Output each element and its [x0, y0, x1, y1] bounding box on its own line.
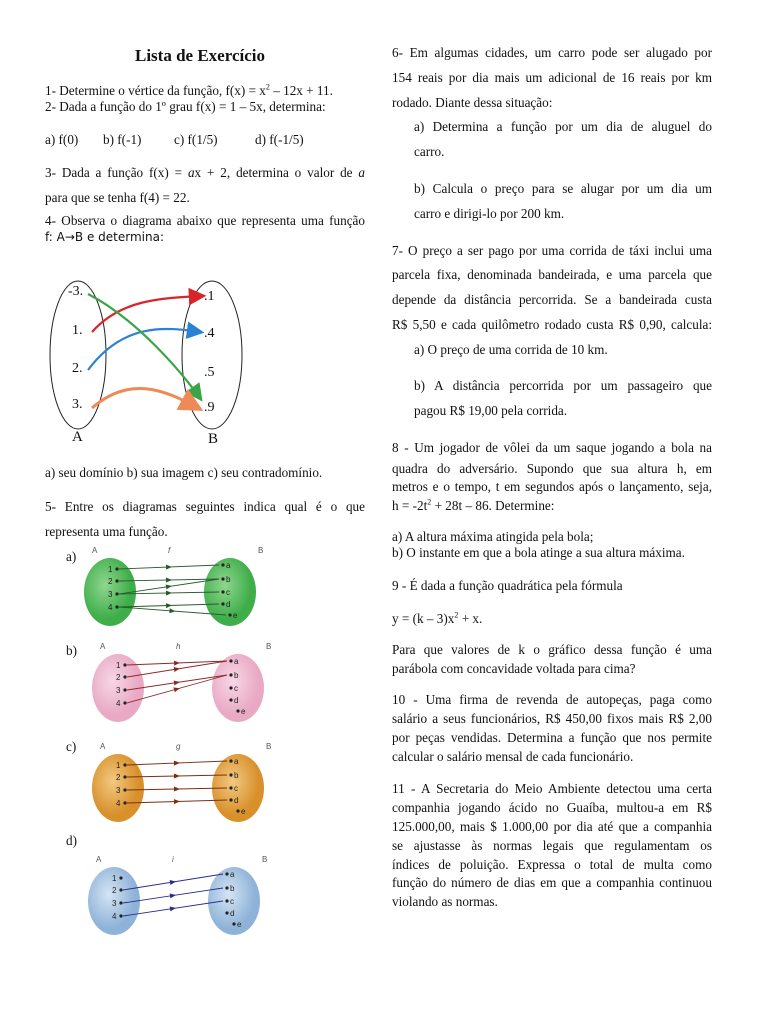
q2-item-b: b) f(-1) — [103, 132, 142, 147]
codomain-point — [229, 698, 232, 701]
question-6-line-2: 154 reais por dia mais um adicional de 16 reais por km — [392, 70, 712, 85]
arrow-head — [166, 577, 172, 582]
domain-point — [123, 775, 126, 778]
codomain-point — [229, 673, 232, 676]
codomain-element: e — [237, 920, 242, 929]
codomain-element: b — [234, 671, 239, 680]
arrow-1-to-1 — [92, 296, 202, 332]
q2-item-a: a) f(0) — [45, 132, 79, 147]
domain-point — [123, 688, 126, 691]
codomain-point — [228, 613, 231, 616]
arrow-head — [169, 608, 175, 613]
question-4-line-1: 4- Observa o diagrama abaixo que representa uma função — [45, 213, 365, 228]
arrow-head — [173, 686, 180, 692]
set-a-element-3: 2. — [72, 361, 83, 376]
codomain-element: e — [233, 611, 238, 620]
arrow-3-to-9 — [92, 388, 198, 408]
domain-element: 3 — [116, 786, 121, 795]
set-b-label: B — [208, 431, 219, 447]
codomain-point — [221, 563, 224, 566]
codomain-point — [221, 577, 224, 580]
question-7-line-3: depende da distância percorrida. Se a bandeirada custa — [392, 292, 712, 307]
arrow-head — [166, 590, 172, 595]
codomain-point — [229, 798, 232, 801]
diagram-b — [88, 640, 278, 722]
question-5-line-1: 5- Entre os diagramas seguintes indica qual é o que — [45, 499, 365, 514]
question-7-line-1: 7- O preço a ser pago por uma corrida de táxi inclui uma — [392, 243, 712, 258]
diagram-set-a-label: A — [96, 855, 102, 864]
question-5-line-2: representa uma função. — [45, 524, 168, 539]
set-a-element-2: 1. — [72, 323, 83, 338]
domain-element: 2 — [112, 886, 117, 895]
question-10-line-2: salário a seus funcionários, R$ 450,00 fixos mais R$ 2,00 — [392, 711, 712, 726]
codomain-element: c — [234, 684, 238, 693]
diagram-set-b-label: B — [266, 742, 272, 751]
codomain-element: d — [234, 796, 239, 805]
codomain-point — [236, 809, 239, 812]
arrow-head — [174, 660, 180, 665]
codomain-point — [232, 922, 235, 925]
domain-point — [119, 914, 122, 917]
codomain-point — [225, 899, 228, 902]
diagram-set-a-label: A — [92, 546, 98, 555]
diagram-set-a-label: A — [100, 642, 106, 651]
question-4-line-2: f: A→B e determina: — [45, 230, 164, 244]
set-a-element-4: 3. — [72, 397, 83, 412]
question-11-line-6: função do número de dias em que a companhia continuou — [392, 875, 712, 890]
codomain-element: e — [241, 807, 246, 816]
codomain-point — [221, 590, 224, 593]
codomain-element: b — [226, 575, 231, 584]
diagram-set-a-label: A — [100, 742, 106, 751]
question-10-line-4: calcular o salário mensal de cada funcionário. — [392, 749, 634, 764]
question-11-line-7: violando as normas. — [392, 894, 498, 909]
question-10-line-1: 10 - Uma firma de revenda de autopeças, paga como — [392, 692, 712, 707]
domain-element: 4 — [108, 603, 113, 612]
codomain-element: a — [230, 870, 235, 879]
diagram-a-option: a) — [66, 549, 77, 564]
diagram-c-option: c) — [66, 739, 77, 754]
diagram-set-b-label: B — [262, 855, 268, 864]
question-1: 1- Determine o vértice da função, $f(x) = x^2 - 12x + 11$. — [45, 82, 333, 98]
set-a-element-1: -3. — [68, 284, 84, 299]
question-8-line-2: quadra do adversário. Supondo que sua altura h, em — [392, 461, 712, 476]
codomain-element: a — [226, 561, 231, 570]
question-8-line-3: metros e o tempo, t em segundos após o lançamento, seja, — [392, 479, 712, 494]
domain-element: 2 — [116, 773, 121, 782]
domain-element: 1 — [108, 565, 113, 574]
domain-element: 4 — [116, 699, 121, 708]
question-6b-line-1: b) Calcula o preço para se alugar por um dia um — [414, 181, 712, 196]
domain-element: 4 — [112, 912, 117, 921]
arrow-minus3-to-9 — [88, 294, 200, 398]
domain-point — [115, 592, 118, 595]
question-3-line-2: para que se tenha f(4) = 22. — [45, 190, 190, 205]
diagram-c — [88, 740, 278, 822]
question-2: 2- Dada a função do 1º grau f(x) = 1 – 5x, determina: — [45, 99, 326, 114]
diagram-function-name: f — [168, 546, 171, 555]
question-8b: b) O instante em que a bola atinge a sua altura máxima. — [392, 545, 685, 560]
set-b-element-1: .1 — [204, 289, 215, 304]
codomain-point — [229, 773, 232, 776]
codomain-point — [225, 872, 228, 875]
question-7b-line-1: b) A distância percorrida por um passageiro que — [414, 378, 712, 393]
domain-point — [123, 701, 126, 704]
question-11-line-4: se ajustasse às normas legais que regulamentam os — [392, 838, 712, 853]
arrow-head — [174, 799, 180, 804]
question-6a-line-1: a) Determina a função por um dia de aluguel do — [414, 119, 712, 134]
codomain-point — [229, 786, 232, 789]
question-3-line-1: 3- Dada a função f(x) = ax + 2, determina o valor de a — [45, 165, 365, 180]
codomain-element: a — [234, 757, 239, 766]
codomain-point — [236, 709, 239, 712]
domain-element: 2 — [108, 577, 113, 586]
domain-point — [119, 876, 122, 879]
codomain-point — [229, 659, 232, 662]
question-7a: a) O preço de uma corrida de 10 km. — [414, 342, 608, 357]
question-9-line-2: Para que valores de k o gráfico dessa função é uma — [392, 642, 712, 657]
question-11-line-2: companhia jogando ácido no Guaíba, multou-a em R$ — [392, 800, 712, 815]
codomain-point — [225, 886, 228, 889]
domain-point — [123, 801, 126, 804]
codomain-element: b — [234, 771, 239, 780]
q4-items: a) seu domínio b) sua imagem c) seu contradomínio. — [45, 465, 323, 480]
question-7b-line-2: pagou R$ 19,00 pela corrida. — [414, 403, 568, 418]
diagram-b-option: b) — [66, 643, 77, 658]
codomain-element: c — [226, 588, 230, 597]
domain-element: 1 — [116, 761, 121, 770]
domain-point — [123, 675, 126, 678]
codomain-point — [221, 602, 224, 605]
question-6a-line-2: carro. — [414, 144, 445, 159]
domain-point — [115, 579, 118, 582]
question-9-line-3: parábola com concavidade voltada para cima? — [392, 661, 636, 676]
q2-item-d: d) f(-1/5) — [255, 132, 304, 147]
codomain-element: e — [241, 707, 246, 716]
domain-point — [115, 605, 118, 608]
question-11-line-3: 125.000,00, mais $ 1.000,00 por dia até que a companhia — [392, 819, 712, 834]
set-a-label: A — [72, 429, 83, 445]
question-8a: a) A altura máxima atingida pela bola; — [392, 529, 594, 544]
codomain-element: c — [230, 897, 234, 906]
diagram-d-option: d) — [66, 833, 77, 848]
set-b-element-4: .9 — [204, 400, 215, 415]
question-9-line-1: 9 - É dada a função quadrática pela fórmula — [392, 578, 623, 593]
question-8-line-1: 8 - Um jogador de vôlei da um saque jogando a bola na — [392, 440, 712, 455]
codomain-element: d — [230, 909, 235, 918]
domain-element: 1 — [112, 874, 117, 883]
diagram-set-b-label: B — [258, 546, 264, 555]
diagram-set-b-label: B — [266, 642, 272, 651]
codomain-point — [229, 759, 232, 762]
domain-element: 3 — [108, 590, 113, 599]
arrow-head — [174, 760, 180, 765]
domain-point — [123, 763, 126, 766]
domain-point — [119, 888, 122, 891]
diagram-function-name: g — [176, 742, 181, 751]
question-11-line-1: 11 - A Secretaria do Meio Ambiente detectou uma certa — [392, 781, 712, 796]
domain-element: 3 — [112, 899, 117, 908]
question-8-line-4: $h = -2t^2 + 28t - 86$. Determine: — [392, 497, 555, 513]
question-6-line-1: 6- Em algumas cidades, um carro pode ser alugado por — [392, 45, 712, 60]
codomain-point — [225, 911, 228, 914]
domain-point — [123, 788, 126, 791]
diagram-d — [84, 850, 274, 938]
arrow-head — [166, 603, 172, 608]
codomain-element: d — [226, 600, 231, 609]
domain-element: 4 — [116, 799, 121, 808]
domain-point — [115, 567, 118, 570]
domain-element: 2 — [116, 673, 121, 682]
question-7-line-4: R$ 5,50 e cada quilômetro rodado custa R$ 0,90, calcula: — [392, 317, 712, 332]
question-9-formula: $y = (k - 3)x^2 + x$. — [392, 610, 483, 626]
codomain-point — [229, 686, 232, 689]
arrow-head — [166, 564, 172, 569]
question-10-line-3: por peças vendidas. Determina a função que nos permite — [392, 730, 712, 745]
set-b-element-3: .5 — [204, 365, 215, 380]
codomain-element: c — [234, 784, 238, 793]
diagram-function-name: h — [176, 642, 181, 651]
question-11-line-5: índices de poluição. Expressa o total de multa como — [392, 857, 712, 872]
codomain-element: a — [234, 657, 239, 666]
q2-item-c: c) f(1/5) — [174, 132, 218, 147]
page-title: Lista de Exercício — [135, 46, 265, 65]
question-6-line-3: rodado. Diante dessa situação: — [392, 95, 553, 110]
question-6b-line-2: carro e dirigi-lo por 200 km. — [414, 206, 565, 221]
domain-element: 1 — [116, 661, 121, 670]
domain-point — [119, 901, 122, 904]
codomain-element: d — [234, 696, 239, 705]
set-b-element-2: .4 — [204, 326, 215, 341]
diagram-a — [80, 544, 270, 626]
codomain-element: b — [230, 884, 235, 893]
domain-point — [123, 663, 126, 666]
diagram-function-name: i — [172, 855, 174, 864]
domain-element: 3 — [116, 686, 121, 695]
question-7-line-2: parcela fixa, denominada bandeirada, e uma parcela que — [392, 267, 712, 282]
arrow-head — [174, 786, 180, 791]
arrow-head — [174, 773, 180, 778]
